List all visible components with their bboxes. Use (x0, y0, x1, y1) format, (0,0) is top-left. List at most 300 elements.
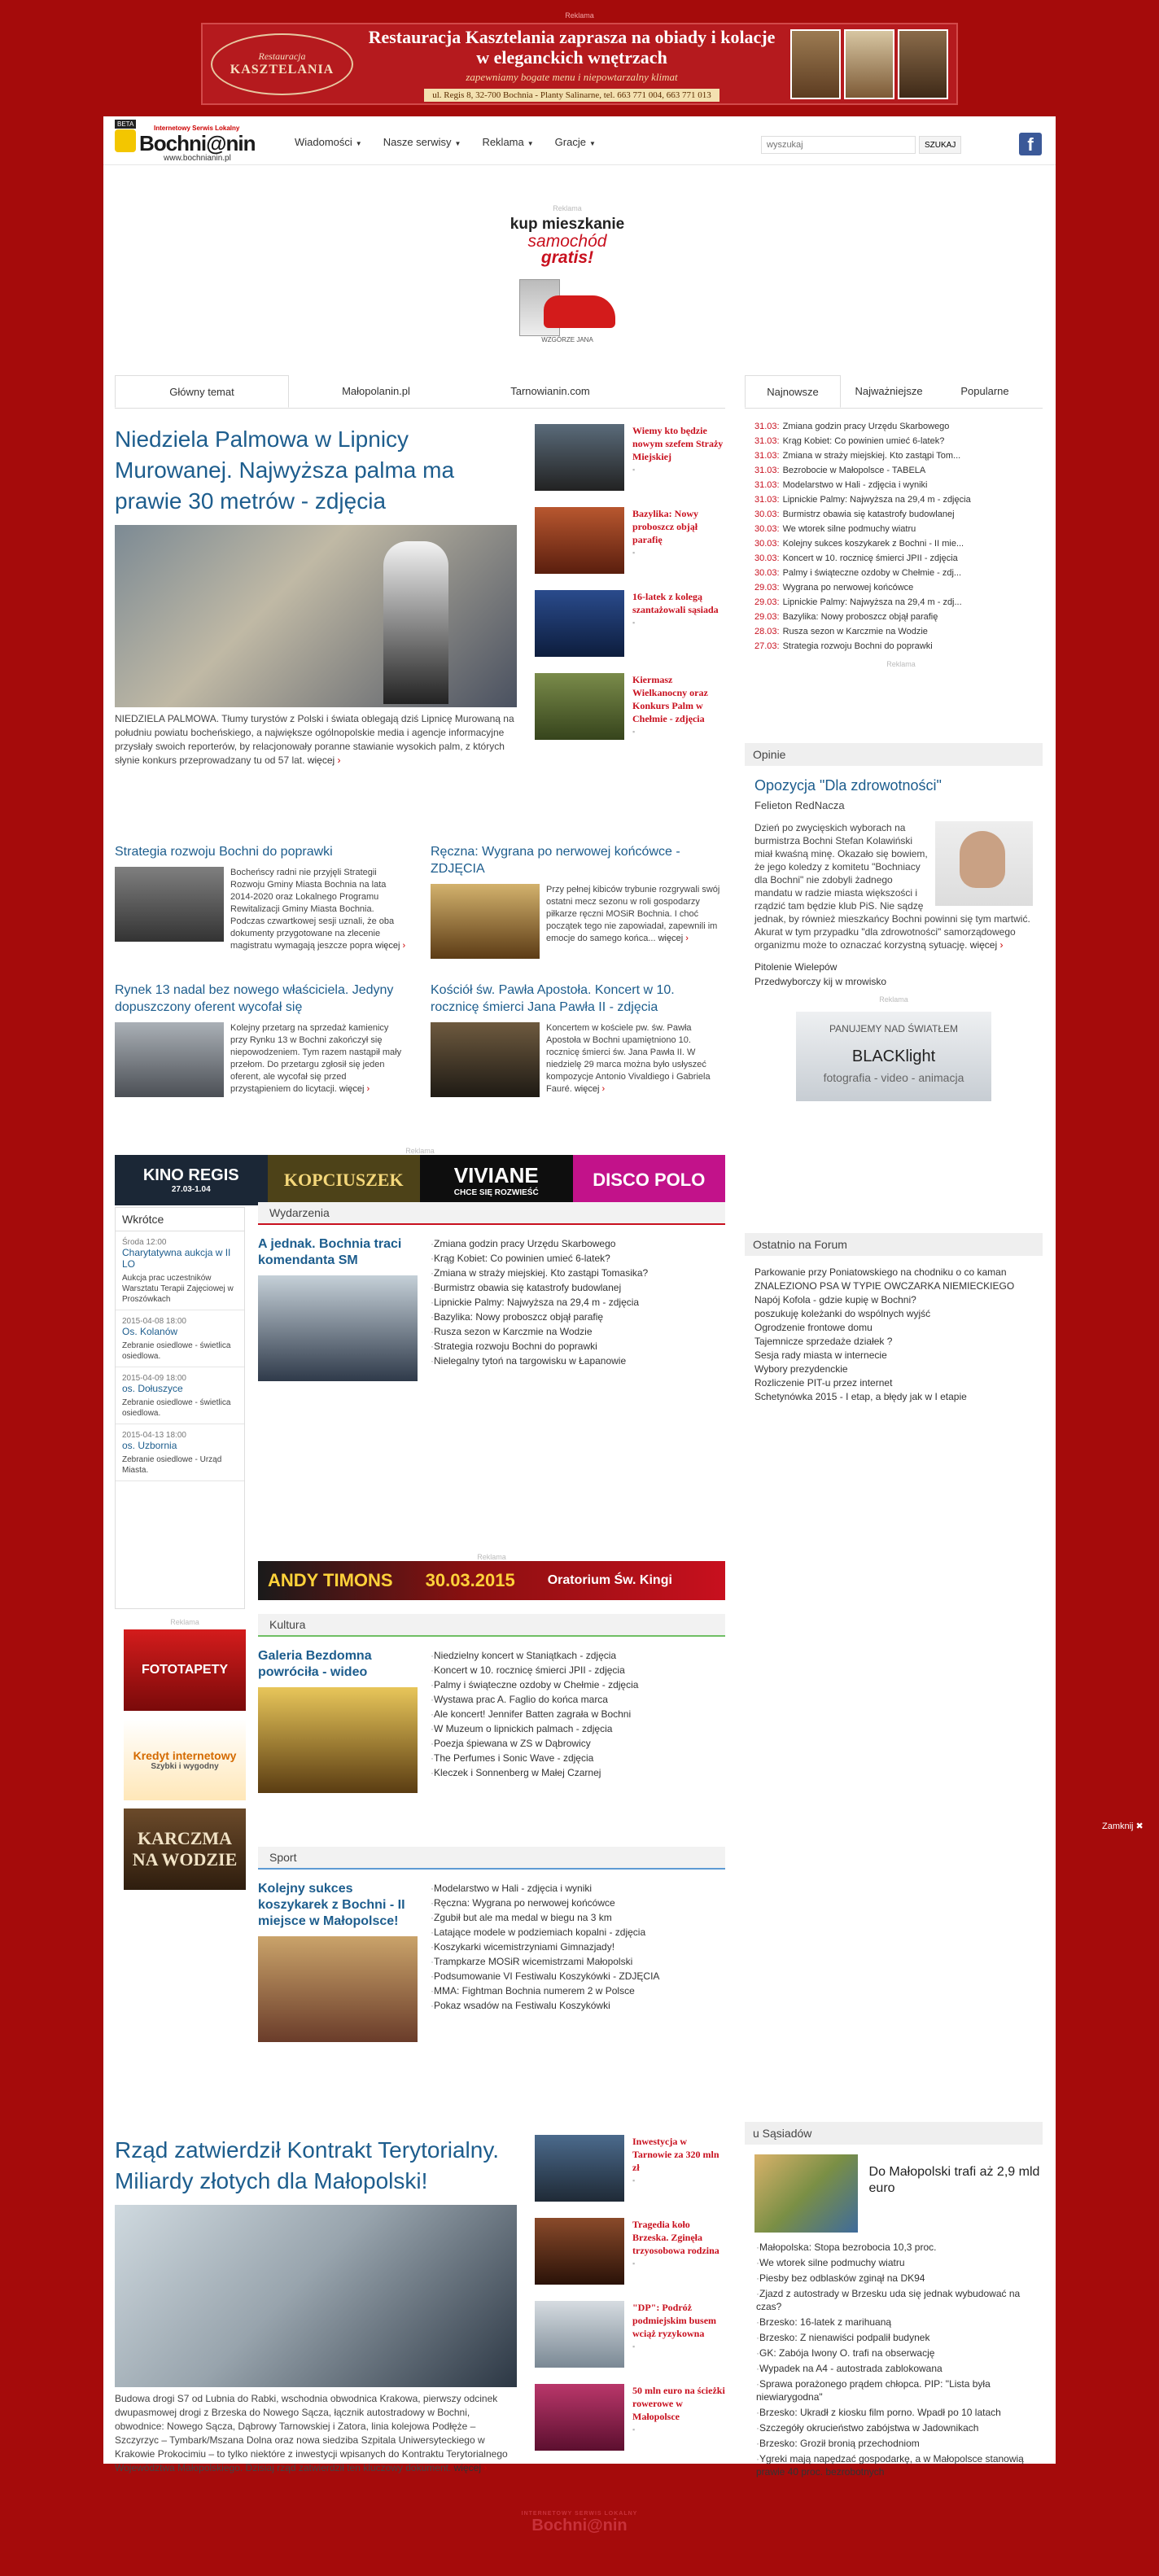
nav-label: Reklama (482, 136, 524, 148)
mieszkanie-ad[interactable] (486, 204, 649, 363)
tab-popularne[interactable]: Popularne (960, 385, 1009, 397)
forum-item[interactable]: ZNALEZIONO PSA W TYPIE OWCZARKA NIEMIECKIEGO (754, 1280, 1015, 1292)
ad-karczma[interactable]: KARCZMA NA WODZIE (124, 1808, 246, 1890)
side-news-item[interactable] (535, 2135, 726, 2202)
ad-label: Reklama (170, 1618, 199, 1626)
kasztelania-banner[interactable] (201, 23, 958, 105)
forum-list (754, 1266, 1043, 1403)
neighbors-list (756, 2241, 1043, 2478)
restaurant-logo (211, 33, 353, 95)
newest-item[interactable]: 30.03: Koncert w 10. rocznicę śmierci JPII - zdjęcia (754, 553, 958, 563)
section-list-item[interactable]: · Palmy i świąteczne ozdoby w Chełmie - zdjęcia (431, 1677, 725, 1692)
news-tabs (745, 375, 1043, 409)
newest-item[interactable]: 27.03: Strategia rozwoju Bochni do poprawki (754, 641, 933, 651)
kino-dates: 27.03-1.04 (171, 1185, 211, 1194)
chevron-down-icon: ▼ (355, 140, 362, 147)
more-link[interactable]: więcej › (658, 934, 689, 943)
section-kultura (258, 1614, 725, 1793)
section-list-item[interactable]: · Bazylika: Nowy proboszcz objął parafię (431, 1310, 725, 1324)
news-thumb (535, 2301, 624, 2368)
neighbors-item[interactable]: · GK: Zabója Iwony O. trafi na obserwację (756, 2346, 1043, 2360)
event-title[interactable]: os. Uzbornia (122, 1440, 177, 1451)
portrait-face (960, 831, 1005, 888)
ad-address: ul. Regis 8, 32-700 Bochnia - Planty Salinarne, tel. 663 771 004, 663 771 013 (424, 89, 719, 102)
ad-fototapety[interactable]: FOTOTAPETY (124, 1629, 246, 1711)
article-thumb (115, 867, 224, 942)
newest-list (754, 419, 1047, 668)
section-list-item[interactable]: · Nielegalny tytoń na targowisku w Łapanowie (431, 1354, 725, 1368)
news-thumb (535, 424, 624, 491)
newest-item[interactable]: 31.03: Bezrobocie w Małopolsce - TABELA (754, 466, 926, 475)
feature-title[interactable]: A jednak. Bochnia traci komendanta SM (258, 1237, 402, 1267)
nav-label: Wiadomości (295, 136, 352, 148)
side-news-item[interactable] (535, 2301, 726, 2368)
search-button[interactable]: SZUKAJ (919, 136, 961, 154)
event-desc: Aukcja prac uczestników Warsztatu Terapii Zajęciowej w Proszówkach (122, 1274, 234, 1304)
ad-tagline: fotografia - video - animacja (823, 1071, 964, 1084)
newest-item[interactable]: 29.03: Lipnickie Palmy: Najwyższa na 29,4 m - zdj... (754, 597, 962, 607)
article-text: Bocheńscy radni nie przyjęli Strategii Rozwoju Gminy Miasta Bochnia na lata 2014-2020 oraz Lokalnego Programu Rewitalizacji Gminy Miasta Bochnia. Podczas czwartkowej sesji uznali, że oba dokumenty przygotowane na zlecenie magistratu wymagają jeszcze popra (230, 868, 395, 951)
logo-mark-icon (115, 129, 136, 152)
section-list (431, 1236, 725, 1381)
red-car-image (544, 295, 615, 328)
feature-title[interactable]: Galeria Bezdomna powróciła - wideo (258, 1649, 372, 1679)
event-desc: Zebranie osiedlowe - Urząd Miasta. (122, 1455, 222, 1475)
top-banner-ad[interactable] (201, 11, 958, 105)
film-subtitle: CHCE SIĘ ROZWIEŚĆ (453, 1188, 539, 1197)
more-link[interactable]: więcej › (575, 1084, 605, 1094)
film-kopciuszek: KOPCIUSZEK (268, 1155, 421, 1205)
news-title: Tragedia koło Brzeska. Zginęła trzyosobowa rodzina (632, 2219, 719, 2256)
opinion-link[interactable]: Przedwyborczy kij w mrowisko (754, 976, 887, 987)
lead-image[interactable] (115, 525, 517, 707)
comment-icon: ▪ (632, 619, 636, 627)
chevron-down-icon: ▼ (527, 140, 534, 147)
ad-kredyt-title: Kredyt internetowy (133, 1748, 237, 1762)
logo-name: Bochni@nin (139, 131, 256, 155)
ad-line3: gratis! (540, 248, 594, 267)
ad-small: WZGÓRZE JANA (541, 336, 593, 343)
section-bar (258, 1868, 725, 1870)
event-title[interactable]: Charytatywna aukcja w II LO (122, 1247, 231, 1270)
ad-label: Reklama (477, 1553, 506, 1561)
forum-box (745, 1233, 1043, 1404)
tab-najwazniejsze[interactable]: Najważniejsze (855, 385, 923, 397)
article-excerpt (230, 1022, 408, 1097)
main-nav (295, 136, 596, 148)
events-title: Wkrótce (116, 1208, 244, 1231)
neighbors-feature[interactable] (754, 2154, 1043, 2233)
section-list-item[interactable]: · Niedzielny koncert w Staniątkach - zdjęcia (431, 1648, 725, 1663)
box-title: Opinie (745, 743, 1043, 766)
article-text: Koncertem w kościele pw. św. Pawła Apostoła w Bochni upamiętniono 10. rocznicę śmierci św. Jana Pawła II. W niedzielę 29 marca można było usłyszeć kompozycje Antonio Vivaldiego i Gabriela Fauré. (546, 1023, 711, 1094)
neighbors-item[interactable]: · Ygreki mają napędzać gospodarkę, a w Małopolsce stanowią prawie 40 proc. bezrobotnych (756, 2452, 1043, 2478)
nav-gracje[interactable] (555, 136, 596, 148)
forum-item[interactable]: poszukuję koleżanki do wspólnych wyjść (754, 1308, 931, 1319)
neighbors-item[interactable]: · Brzesko: Z nienawiści podpalił budynek (756, 2331, 1043, 2344)
article-card[interactable] (115, 982, 408, 1097)
ad-headline: PANUJEMY NAD ŚWIATŁEM (829, 1023, 959, 1034)
ad-label: Reklama (405, 1147, 435, 1155)
nav-reklama[interactable] (482, 136, 533, 148)
lead-article (115, 424, 522, 768)
article-thumb (431, 884, 540, 959)
section-list-item[interactable]: · Zmiana w straży miejskiej. Kto zastąpi Tomasika? (431, 1266, 725, 1280)
news-title: 16-latek z kolegą szantażowali sąsiada (632, 591, 719, 615)
section-list-item[interactable]: · Kleczek i Sonnenberg w Małej Czarnej (431, 1765, 725, 1780)
newest-item[interactable]: 31.03: Krąg Kobiet: Co powinien umieć 6-latek? (754, 436, 945, 446)
more-link[interactable]: więcej › (454, 2462, 488, 2473)
nav-wiadomosci[interactable] (295, 136, 362, 148)
tab-glowny-temat[interactable]: Główny temat (115, 375, 289, 408)
section-list-item[interactable]: · Wystawa prac A. Faglio do końca marca (431, 1692, 725, 1707)
side-news-item[interactable] (535, 590, 726, 657)
logo-line1: Restauracja (258, 50, 306, 62)
film-disco-polo: DISCO POLO (573, 1155, 726, 1205)
newest-item[interactable]: 28.03: Rusza sezon w Karczmie na Wodzie (754, 627, 928, 636)
section-wydarzenia (258, 1202, 725, 1381)
section-feature[interactable] (258, 1648, 421, 1793)
opinion-text: Dzień po zwycięskich wyborach na burmistrza Bochni Stefan Kolawiński miał kwaśną minę. Okazało się bowiem, że jego koledzy z komitetu "Bochniacy dla Bochni" nie zdobyli żadnego mandatu w radzie miasta większości i rządzić tam będzie klub PiS. Nie sądzę jednak, by również mieszkańcy Bochni powinni się tym martwić. Akurat w tym przypadku "dla zdrowotności" samorządowego organizmu może to oznaczać korzystną sytuację. (754, 822, 1030, 951)
news-thumb (535, 507, 624, 574)
news-title: Wiemy kto będzie nowym szefem Straży Miejskiej (632, 425, 724, 462)
opinion-headline[interactable]: Opozycja "Dla zdrowotności" (754, 777, 942, 794)
lead-text: NIEDZIELA PALMOWA. Tłumy turystów z Polski i świata oblegają dziś Lipnicę Murowaną na południu powiatu bocheńskiego, a największe ogólnopolskie media i agencje informacyjne przysłały swoich reporterów, by relacjonowały poranne stawianie wysokich palm, z których słynie konkurs przeprowadzany tu od 57 lat. (115, 713, 514, 766)
newest-date: 30.03: (754, 553, 780, 563)
section-list-item[interactable]: · Zmiana godzin pracy Urzędu Skarbowego (431, 1236, 725, 1251)
newest-item[interactable]: 30.03: Palmy i świąteczne ozdoby w Chełmie - zdj... (754, 568, 962, 578)
article-card[interactable] (431, 843, 724, 959)
ad-photos (790, 29, 948, 99)
neighbors-item[interactable]: · Małopolska: Stopa bezrobocia 10,3 proc. (756, 2241, 1043, 2254)
comment-icon: ▪ (632, 549, 636, 557)
feature-image (754, 2154, 858, 2233)
newest-date: 31.03: (754, 480, 780, 490)
footer-tag: INTERNETOWY SERWIS LOKALNY (521, 2511, 638, 2517)
article-text: Kolejny przetarg na sprzedaż kamienicy przy Rynku 13 w Bochni zakończył się niepowodzeniem. Tym razem nastąpił mały przełom. Do przetargu zgłosił się jeden oferent, ale wycofał się przed przystąpieniem do licytacji. (230, 1023, 402, 1094)
more-link[interactable]: więcej › (375, 941, 405, 951)
section-list (431, 1881, 725, 2042)
ad-label: Reklama (565, 11, 594, 20)
ad-date: 30.03.2015 (425, 1570, 515, 1590)
main-tabs (115, 375, 725, 409)
article-title[interactable]: Strategia rozwoju Bochni do poprawki (115, 845, 333, 859)
concert-banner-ad[interactable] (258, 1553, 725, 1599)
forum-item[interactable]: Parkowanie przy Poniatowskiego na chodniku o co kaman (754, 1266, 1007, 1278)
car-image (519, 271, 615, 336)
section-list-item[interactable]: · Podsumowanie VI Festiwalu Koszykówki - ZDJĘCIA (431, 1969, 725, 1983)
footer-logo[interactable] (513, 2511, 646, 2543)
section-feature[interactable] (258, 1236, 421, 1381)
opinion-sub: Felieton RedNacza (754, 799, 845, 811)
page-container (103, 116, 1056, 2478)
footer-logo-name: Bochni@nin (531, 2517, 628, 2534)
logo-line2: KASZTELANIA (230, 63, 335, 77)
newest-date: 31.03: (754, 436, 780, 446)
newest-items (754, 419, 1047, 654)
newest-date: 31.03: (754, 451, 780, 461)
section-list-item[interactable]: · Rusza sezon w Karczmie na Wodzie (431, 1324, 725, 1339)
lead-title[interactable]: Niedziela Palmowa w Lipnicy Murowanej. Najwyższa palma ma prawie 30 metrów - zdjęcia (115, 426, 455, 514)
nav-label: Gracje (554, 136, 586, 148)
article-excerpt (546, 884, 724, 959)
chevron-down-icon: ▼ (454, 140, 461, 147)
section-list-item[interactable]: · Pokaz wsadów na Festiwalu Koszykówki (431, 1998, 725, 2013)
event-title[interactable]: os. Dołuszyce (122, 1383, 183, 1394)
side-news-item[interactable] (535, 424, 726, 491)
section-title: Wydarzenia (258, 1202, 725, 1223)
newest-item[interactable]: 31.03: Lipnickie Palmy: Najwyższa na 29,4 m - zdjęcia (754, 495, 971, 505)
side-news-item[interactable] (535, 2218, 726, 2285)
newest-date: 30.03: (754, 568, 780, 578)
ad-artist: ANDY TIMONS (268, 1570, 393, 1590)
kino-regis (115, 1155, 268, 1205)
forum-item[interactable]: Tajemnicze sprzedaże działek ? (754, 1336, 893, 1347)
side-news (535, 424, 726, 756)
comment-icon: ▪ (632, 2259, 636, 2268)
side-news-2 (535, 2135, 726, 2467)
event-item[interactable] (116, 1310, 244, 1367)
side-news-item[interactable] (535, 2384, 726, 2451)
box-title: u Sąsiadów (745, 2122, 1043, 2145)
nav-label: Nasze serwisy (383, 136, 452, 148)
news-title: 50 mln euro na ścieżki rowerowe w Małopolsce (632, 2385, 725, 2422)
site-logo[interactable] (115, 120, 278, 162)
ad-brand: BLACKlight (851, 1047, 936, 1065)
newest-item[interactable]: 30.03: Burmistrz obawia się katastrofy budowlanej (754, 510, 955, 519)
forum-item[interactable]: Ogrodzenie frontowe domu (754, 1322, 873, 1333)
news-title: Inwestycja w Tarnowie za 320 mln zł (632, 2136, 719, 2173)
comment-icon: ▪ (632, 466, 636, 474)
section-feature[interactable] (258, 1881, 421, 2042)
section-list (431, 1648, 725, 1793)
section-list-item[interactable]: · Burmistrz obawia się katastrofy budowlanej (431, 1280, 725, 1295)
neighbors-item[interactable]: · Brzesko: Groził bronią przechodniom (756, 2437, 1043, 2450)
newest-date: 30.03: (754, 524, 780, 534)
event-item[interactable] (116, 1424, 244, 1481)
lead-excerpt (115, 2392, 522, 2475)
newest-date: 27.03: (754, 641, 780, 651)
ad-venue: Oratorium Św. Kingi (547, 1573, 672, 1587)
section-list-item[interactable]: · Ręczna: Wygrana po nerwowej końcówce (431, 1896, 725, 1910)
side-news-item[interactable] (535, 507, 726, 574)
event-item[interactable] (116, 1367, 244, 1424)
newest-item[interactable]: 31.03: Zmiana w straży miejskiej. Kto zastąpi Tom... (754, 451, 961, 461)
neighbors-item[interactable]: · Szczegóły okrucieństwo zabójstwa w Jadownikach (756, 2421, 1043, 2434)
newest-date: 28.03: (754, 627, 780, 636)
article-excerpt (546, 1022, 724, 1097)
newest-date: 29.03: (754, 583, 780, 593)
feature-image (258, 1275, 418, 1381)
event-date: 2015-04-13 18:00 (122, 1431, 186, 1440)
newest-item[interactable]: 30.03: We wtorek silne podmuchy wiatru (754, 524, 916, 534)
logo-tagline: Internetowy Serwis Lokalny (154, 125, 240, 132)
ad-kredyt[interactable] (124, 1719, 246, 1800)
search-form (761, 136, 961, 154)
lead-image[interactable] (115, 2205, 517, 2387)
event-date: 2015-04-08 18:00 (122, 1317, 186, 1326)
section-list-item[interactable]: · Koncert w 10. rocznicę śmierci JPII - zdjęcia (431, 1663, 725, 1677)
side-news-item[interactable] (535, 673, 726, 740)
section-sport (258, 1847, 725, 2042)
kino-name: KINO REGIS (142, 1166, 239, 1184)
event-date: Środa 12:00 (122, 1238, 167, 1247)
article-card[interactable] (431, 982, 724, 1097)
ad-photo (844, 29, 894, 99)
article-excerpt (230, 867, 408, 952)
article-title[interactable]: Ręczna: Wygrana po nerwowej końcówce - ZDJĘCIA (431, 845, 680, 876)
search-input[interactable] (761, 136, 916, 154)
ad-photo (790, 29, 841, 99)
section-list-item[interactable]: · Strategia rozwoju Bochni do poprawki (431, 1339, 725, 1354)
forum-item[interactable]: Napój Kofola - gdzie kupię w Bochni? (754, 1294, 916, 1305)
lead-article-2 (115, 2135, 522, 2475)
nav-nasze-serwisy[interactable] (383, 136, 461, 148)
section-list-item[interactable]: · Koszykarki wicemistrzyniami Gimnazjady! (431, 1940, 725, 1954)
forum-item[interactable]: Wybory prezydenckie (754, 1363, 848, 1375)
left-ads (124, 1618, 246, 1898)
opinion-box (745, 743, 1043, 1101)
lead-excerpt (115, 712, 522, 768)
news-title: Kiermasz Wielkanocny oraz Konkurs Palm w Chełmie - zdjęcia (632, 674, 708, 724)
section-list-item[interactable]: · Krąg Kobiet: Co powinien umieć 6-latek? (431, 1251, 725, 1266)
neighbors-item[interactable]: · We wtorek silne podmuchy wiatru (756, 2256, 1043, 2269)
section-list-item[interactable]: · Modelarstwo w Hali - zdjęcia i wyniki (431, 1881, 725, 1896)
ad-label: Reklama (879, 995, 908, 1004)
ad-tagline: zapewniamy bogate menu i niepowtarzalny klimat (466, 70, 678, 83)
section-title: Kultura (258, 1614, 725, 1635)
news-title: Bazylika: Nowy proboszcz objął parafię (632, 508, 698, 545)
beta-badge: BETA (115, 120, 136, 129)
upcoming-events (115, 1207, 245, 1609)
newest-date: 29.03: (754, 597, 780, 607)
neighbors-item[interactable]: · Brzesko: Ukradł z kiosku film porno. Wpadł po 10 latach (756, 2406, 1043, 2419)
lead-title[interactable]: Rząd zatwierdził Kontrakt Terytorialny. Miliardy złotych dla Małopolski! (115, 2137, 500, 2193)
box-title: Ostatnio na Forum (745, 1233, 1043, 1256)
more-link[interactable]: więcej › (339, 1084, 370, 1094)
news-thumb (535, 673, 624, 740)
event-item[interactable] (116, 1231, 244, 1310)
article-thumb (431, 1022, 540, 1097)
feature-title[interactable]: Kolejny sukces koszykarek z Bochni - II miejsce w Małopolsce! (258, 1882, 405, 1928)
tab-najnowsze[interactable]: Najnowsze (745, 375, 841, 408)
forum-item[interactable]: Schetynówka 2015 - I etap, a błędy jak w I etapie (754, 1391, 967, 1402)
newest-item[interactable]: 31.03: Modelarstwo w Hali - zdjęcia i wyniki (754, 480, 928, 490)
section-list-item[interactable]: · Zgubił but ale ma medal w biegu na 3 km (431, 1910, 725, 1925)
comment-icon: ▪ (632, 728, 636, 736)
event-desc: Zebranie osiedlowe - świetlica osiedlowa. (122, 1398, 231, 1418)
article-card[interactable] (115, 843, 408, 952)
news-thumb (535, 2218, 624, 2285)
newest-item[interactable]: 31.03: Zmiana godzin pracy Urzędu Skarbowego (754, 422, 950, 431)
section-list-item[interactable]: · Latające modele w podziemiach kopalni - zdjęcia (431, 1925, 725, 1940)
newest-date: 30.03: (754, 539, 780, 549)
logo-url: www.bochnianin.pl (164, 154, 231, 163)
person-figure (383, 541, 448, 704)
ad-label: Reklama (553, 204, 582, 212)
film-title: VIVIANE (453, 1163, 539, 1187)
ad-line2: samochód (527, 232, 607, 251)
film-viviane (420, 1155, 573, 1205)
opinion-link[interactable]: Pitolenie Wielepów (754, 961, 838, 973)
forum-item[interactable]: Sesja rady miasta w internecie (754, 1349, 887, 1361)
section-list-item[interactable]: · MMA: Fightman Bochnia numerem 2 w Polsce (431, 1983, 725, 1998)
section-bar (258, 1635, 725, 1637)
chevron-down-icon: ▼ (588, 140, 596, 147)
newest-date: 31.03: (754, 495, 780, 505)
event-title[interactable]: Os. Kolanów (122, 1326, 178, 1337)
newest-date: 29.03: (754, 612, 780, 622)
section-list-item[interactable]: · The Perfumes i Sonic Wave - zdjęcia (431, 1751, 725, 1765)
newest-date: 31.03: (754, 466, 780, 475)
ad-photo (898, 29, 948, 99)
feature-image (258, 1936, 418, 2042)
neighbors-item[interactable]: · Sprawa porażonego prądem chłopca. PIP: "Lista była niewiarygodna" (756, 2377, 1043, 2403)
neighbors-box (745, 2122, 1043, 2481)
event-desc: Zebranie osiedlowe - świetlica osiedlowa. (122, 1341, 231, 1361)
neighbors-item[interactable]: · Wypadek na A4 - autostrada zablokowana (756, 2362, 1043, 2375)
comment-icon: ▪ (632, 2342, 636, 2351)
comment-icon: ▪ (632, 2425, 636, 2434)
lead-text: Budowa drogi S7 od Lubnia do Rabki, wschodnia obwodnica Krakowa, pierwszy odcinek dwupasmowej drogi z Brzeska do Nowego Sącza, łącznik autostradowy w Bochni, obwodnice: Nowego Sącza, Dąbrowy Tarnowskiej i Zatora, linia kolejowa Podłęże – Szczyrzyc – Tymbark/Mszana Dolna oraz nowa siedziba Szpitala Uniwersyteckiego w Krakowie Prokocimiu – to tylko niektóre z inwestycji wpisanych do Kontraktu Terytorialnego Województwa Małopolskiego. Dzisiaj rząd zatwierdził ten kluczowy dokument. (115, 2393, 508, 2473)
section-list-item[interactable]: · W Muzeum o lipnickich palmach - zdjęcia (431, 1721, 725, 1736)
article-title[interactable]: Rynek 13 nadal bez nowego właściciela. Jedyny dopuszczony oferent wycofał się (115, 983, 394, 1014)
newest-date: 30.03: (754, 510, 780, 519)
newest-date: 31.03: (754, 422, 780, 431)
tab-malopolanin[interactable]: Małopolanin.pl (342, 385, 410, 397)
site-header (103, 116, 1056, 165)
feature-image (258, 1687, 418, 1793)
opinion-links (754, 960, 1033, 989)
article-title[interactable]: Kościół św. Pawła Apostoła. Koncert w 10. rocznicę śmierci Jana Pawła II - zdjęcia (431, 983, 675, 1014)
blacklight-ad[interactable] (796, 1012, 991, 1101)
newest-item[interactable]: 29.03: Bazylika: Nowy proboszcz objął parafię (754, 612, 938, 622)
article-thumb (115, 1022, 224, 1097)
ad-kredyt-sub: Szybki i wygodny (151, 1761, 219, 1771)
ad-headline: Restauracja Kasztelania zaprasza na obiady i kolacje w eleganckich wnętrzach (368, 26, 776, 68)
tab-tarnowianin[interactable]: Tarnowianin.com (510, 385, 590, 397)
more-link[interactable]: więcej › (308, 754, 341, 766)
newest-item[interactable]: 29.03: Wygrana po nerwowej końcówce (754, 583, 914, 593)
feature-title[interactable]: Do Małopolski trafi aż 2,9 mld euro (868, 2165, 1040, 2195)
section-list-item[interactable]: · Ale koncert! Jennifer Batten zagrała w Bochni (431, 1707, 725, 1721)
news-thumb (535, 2384, 624, 2451)
event-date: 2015-04-09 18:00 (122, 1374, 186, 1383)
comment-icon: ▪ (632, 2176, 636, 2185)
neighbors-item[interactable]: · Zjazd z autostrady w Brzesku uda się jednak wybudować na czas? (756, 2287, 1043, 2313)
author-portrait (935, 821, 1033, 906)
news-thumb (535, 590, 624, 657)
section-list-item[interactable]: · Trampkarze MOSiR wicemistrzami Małopolski (431, 1954, 725, 1969)
section-title: Sport (258, 1847, 725, 1868)
facebook-icon[interactable]: f (1019, 133, 1042, 155)
neighbors-item[interactable]: · Brzesko: 16-latek z marihuaną (756, 2316, 1043, 2329)
newest-item[interactable]: 30.03: Kolejny sukces koszykarek z Bochni - II mie... (754, 539, 964, 549)
ad-line1: kup mieszkanie (510, 216, 625, 233)
forum-item[interactable]: Rozliczenie PIT-u przez internet (754, 1377, 893, 1389)
news-thumb (535, 2135, 624, 2202)
more-link[interactable]: więcej › (970, 939, 1004, 951)
news-title: "DP": Podróż podmiejskim busem wciąż ryzykowna (632, 2302, 717, 2339)
close-ad-button[interactable]: Zamknij ✖ (1102, 1822, 1144, 1831)
neighbors-item[interactable]: · Piesby bez odblasków zginął na DK94 (756, 2272, 1043, 2285)
ad-label: Reklama (886, 660, 916, 668)
article-text: Przy pełnej kibiców trybunie rozgrywali swój ostatni mecz sezonu w roli gospodarzy piłkarze ręczni MOSiR Bochnia. I choć początek tego nie zapowiadał, zapewnili im emocje do samego końca... (546, 885, 720, 943)
section-list-item[interactable]: · Poezja śpiewana w ZS w Dąbrowicy (431, 1736, 725, 1751)
section-bar (258, 1223, 725, 1225)
section-list-item[interactable]: · Lipnickie Palmy: Najwyższa na 29,4 m - zdjęcia (431, 1295, 725, 1310)
cinema-banner-ad[interactable] (115, 1147, 725, 1202)
